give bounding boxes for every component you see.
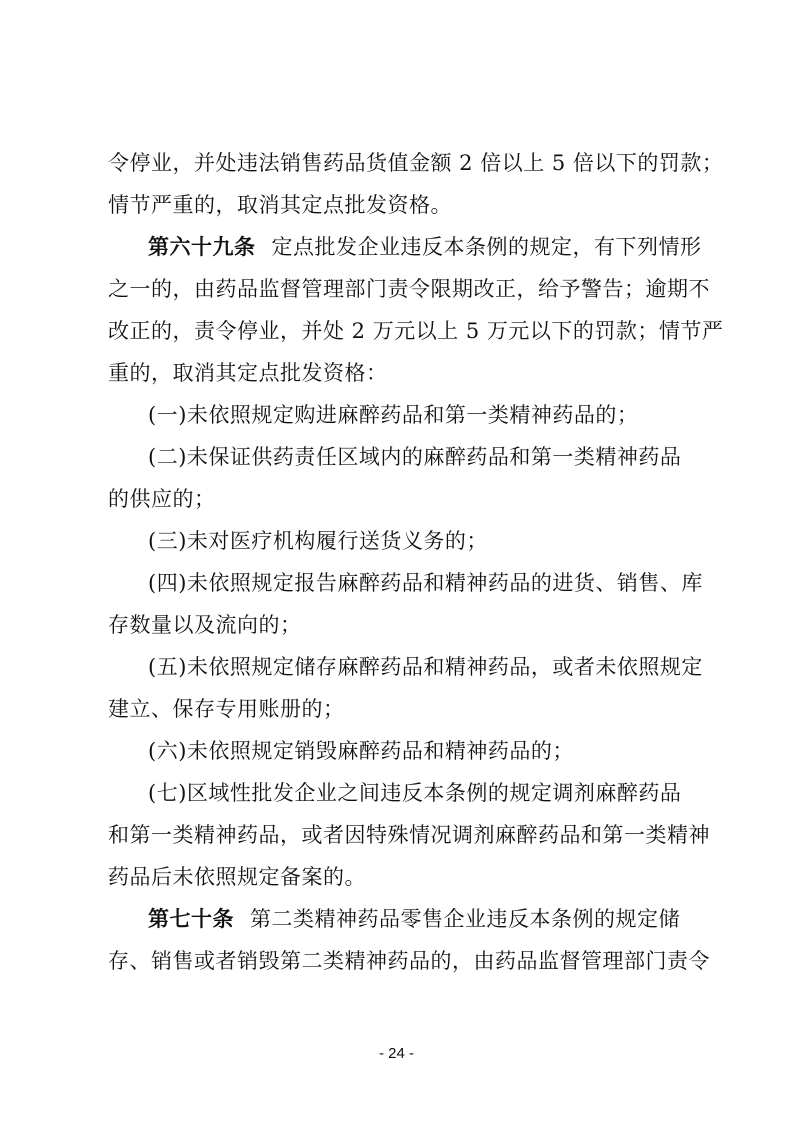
list-item: (六)未依照规定销毁麻醉药品和精神药品的； — [148, 739, 574, 763]
body-text-line: 改正的，责令停业，并处 2 万元以上 5 万元以下的罚款；情节严 — [108, 319, 724, 343]
body-text-line: 之一的，由药品监督管理部门责令限期改正，给予警告；逾期不 — [108, 277, 710, 301]
list-item: (五)未依照规定储存麻醉药品和精神药品，或者未依照规定 — [148, 655, 703, 679]
body-text-line: 定点批发企业违反本条例的规定，有下列情形 — [271, 235, 702, 259]
body-text-line: 存数量以及流向的； — [108, 613, 302, 637]
body-text-line: 第二类精神药品零售企业违反本条例的规定储 — [250, 907, 680, 931]
list-item: (一)未依照规定购进麻醉药品和第一类精神药品的； — [148, 403, 639, 427]
list-item: (七)区域性批发企业之间违反本条例的规定调剂麻醉药品 — [148, 781, 682, 805]
body-text-line: 重的，取消其定点批发资格： — [108, 361, 388, 385]
article-69-first-line — [148, 230, 702, 264]
list-item: (四)未依照规定报告麻醉药品和精神药品的进货、销售、库 — [148, 571, 703, 595]
page-number: - 24 - — [378, 1045, 414, 1062]
list-item: (二)未保证供药责任区域内的麻醉药品和第一类精神药品 — [148, 445, 682, 469]
body-text-line: 建立、保存专用账册的； — [108, 697, 345, 721]
article-69-heading: 第六十九条 — [148, 234, 256, 259]
body-text-line: 令停业，并处违法销售药品货值金额 2 倍以上 5 倍以下的罚款； — [108, 151, 724, 175]
body-text-line: 情节严重的，取消其定点批发资格。 — [108, 193, 452, 217]
body-text-line: 存、销售或者销毁第二类精神药品的，由药品监督管理部门责令 — [108, 949, 710, 973]
body-text-line: 和第一类精神药品，或者因特殊情况调剂麻醉药品和第一类精神 — [108, 823, 710, 847]
article-70-first-line — [148, 902, 698, 936]
body-text-line: 的供应的； — [108, 487, 216, 511]
body-text-line: 药品后未依照规定备案的。 — [108, 865, 366, 889]
list-item: (三)未对医疗机构履行送货义务的； — [148, 529, 488, 553]
article-70-heading: 第七十条 — [148, 906, 234, 931]
